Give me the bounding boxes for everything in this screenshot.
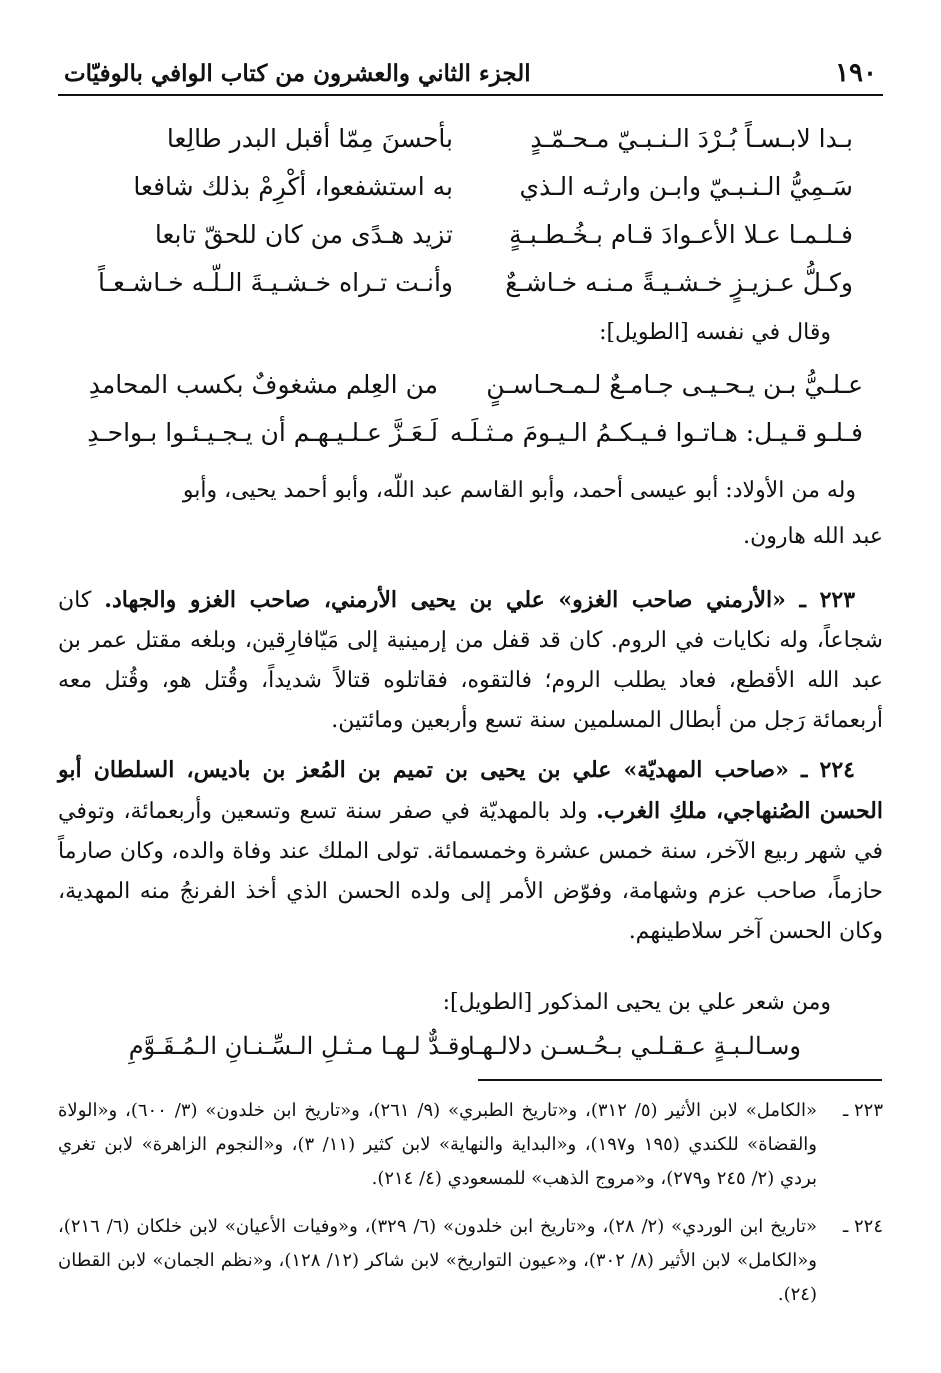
verse-line	[58, 418, 883, 466]
footnote-number: ٢٢٣ ـ	[842, 1100, 883, 1121]
entry-223-body: كان شجاعاً، وله نكايات في الروم. كان قد قفل من إرمينية إلى مَيّافارِقين، وبلغه مقتل عمر بن عبد الله الأقطع، فعاد يطلب الروم؛ فالتقوه، فقاتلوه قتالاً شديداً، وقُتل هو، وقُتل معه أربعمائة رَجل من أبطال المسلمين سنة تسع وأربعين ومائتين.	[58, 588, 883, 733]
verse-first-hemistich: سَـمِيُّ الـنـبـيّ وابـن وارثـه الـذي	[519, 172, 853, 201]
footnote-number: ٢٢٤ ـ	[842, 1216, 883, 1237]
verse-first-hemistich: فـلـو قـيـل: هـاتـوا فـيـكـمُ الـيـومَ مـثـلَـه	[450, 418, 863, 447]
verse-first-hemistich: وسـالـبـةٍ عـقـلـي بـحُـسـن دلالـهـا	[468, 1032, 801, 1060]
page-number: ١٩٠	[835, 58, 877, 88]
verse-second-hemistich: بأحسنَ مِمّا أقبل البدر طالِعا	[166, 124, 453, 153]
entry-223-heading: ٢٢٣ ـ «الأرمني صاحب الغزو» علي بن يحيى الأرمني، صاحب الغزو والجهاد.	[104, 587, 856, 613]
verse-second-hemistich: تزيد هـدًى من كان للحقّ تابعا	[154, 220, 453, 249]
poem-two	[58, 370, 883, 466]
poem-one	[58, 124, 883, 316]
footnote-223	[58, 1094, 883, 1196]
entry-224-heading: ٢٢٤ ـ «صاحب المهديّة» علي بن يحيى بن تميم بن المُعز بن باديس، السلطان أبو الحسن الصُنهاجي، ملكِ الغرب.	[58, 757, 883, 824]
verse-second-hemistich: من العِلم مشغوفٌ بكسب المحامدِ	[88, 370, 438, 399]
verse-second-hemistich: لَـعَـزَّ عـلـيـهـم أن يـجـيـئـوا بـواحـدِ	[87, 418, 438, 447]
poem-three-intro: ومن شعر علي بن يحيى المذكور [الطويل]:	[442, 990, 831, 1015]
footnote-text: «الكامل» لابن الأثير (٥/ ٣١٢)، و«تاريخ الطبري» (٩/ ٢٦١)، و«تاريخ ابن خلدون» (٣/ ٦٠٠)، و«الولاة والقضاة» للكندي (١٩٥ و١٩٧)، و«البداية والنهاية» لابن كثير (١١/ ٣)، و«النجوم الزاهرة» لابن تغري بردي (٢/ ٢٤٥ و٢٧٩)، و«مروج الذهب» للمسعودي (٤/ ٢١٤).	[58, 1100, 818, 1189]
verse-line	[58, 268, 883, 316]
running-title: الجزء الثاني والعشرون من كتاب الوافي بالوفيّات	[64, 60, 531, 87]
footnote-rule	[478, 1079, 882, 1081]
poem-three-verse	[100, 1032, 841, 1072]
verse-first-hemistich: بـدا لابـسـاً بُـرْدَ الـنـبـيّ مـحـمّـدٍ	[530, 124, 853, 153]
children-line-continued: عبد الله هارون.	[743, 524, 883, 549]
verse-first-hemistich: عـلـيُّ بـن يـحـيـى جـامـعٌ لـمـحـاسـنٍ	[486, 370, 863, 399]
verse-line	[58, 370, 883, 418]
verse-line	[58, 124, 883, 172]
entry-223	[58, 580, 883, 741]
verse-second-hemistich: وقـدٌّ لـهـا مـثـلِ الـسِّـنـانِ الـمُـقَـوَّمِ	[128, 1032, 471, 1060]
header-rule	[58, 94, 883, 96]
page-header	[58, 52, 883, 96]
footnote-224	[58, 1210, 883, 1312]
children-line: وله من الأولاد: أبو عيسى أحمد، وأبو القاسم عبد اللّه، وأبو أحمد يحيى، وأبو	[182, 478, 856, 503]
verse-second-hemistich: به استشفعوا، أكْرِمْ بذلك شافعا	[133, 172, 453, 201]
verse-first-hemistich: فـلـمـا عـلا الأعـوادَ قـام بـخُـطـبـةٍ	[509, 220, 853, 249]
verse-line	[58, 172, 883, 220]
entry-224-body: ولد بالمهديّة في صفر سنة تسع وتسعين وأربعمائة، وتوفي في شهر ربيع الآخر، سنة خمس عشرة وخمسمائة. تولى الملك عند وفاة والده، وكان صارماً حازماً، صاحب عزم وشهامة، وفوّض الأمر إلى ولده الحسن الذي أخذ الفرنجُ منه المهدية، وكان الحسن آخر سلاطينهم.	[58, 799, 883, 944]
verse-line	[58, 220, 883, 268]
footnote-text: «تاريخ ابن الوردي» (٢/ ٢٨)، و«تاريخ ابن خلدون» (٦/ ٣٢٩)، و«وفيات الأعيان» لابن خلكان (٦/ ٢١٦)، و«الكامل» لابن الأثير (٨/ ٣٠٢)، و«عيون التواريخ» لابن شاكر (١٢/ ١٢٨)، و«نظم الجمان» لابن القطان (٢٤).	[58, 1216, 817, 1305]
entry-224	[58, 750, 883, 952]
poem-two-intro: وقال في نفسه [الطويل]:	[599, 320, 831, 345]
verse-first-hemistich: وكـلُّ عـزيـزٍ خـشـيـةً مـنـه خـاشـعٌ	[505, 268, 853, 297]
verse-second-hemistich: وأنـت تـراه خـشـيـةَ الـلّـه خـاشـعـاً	[98, 268, 453, 297]
